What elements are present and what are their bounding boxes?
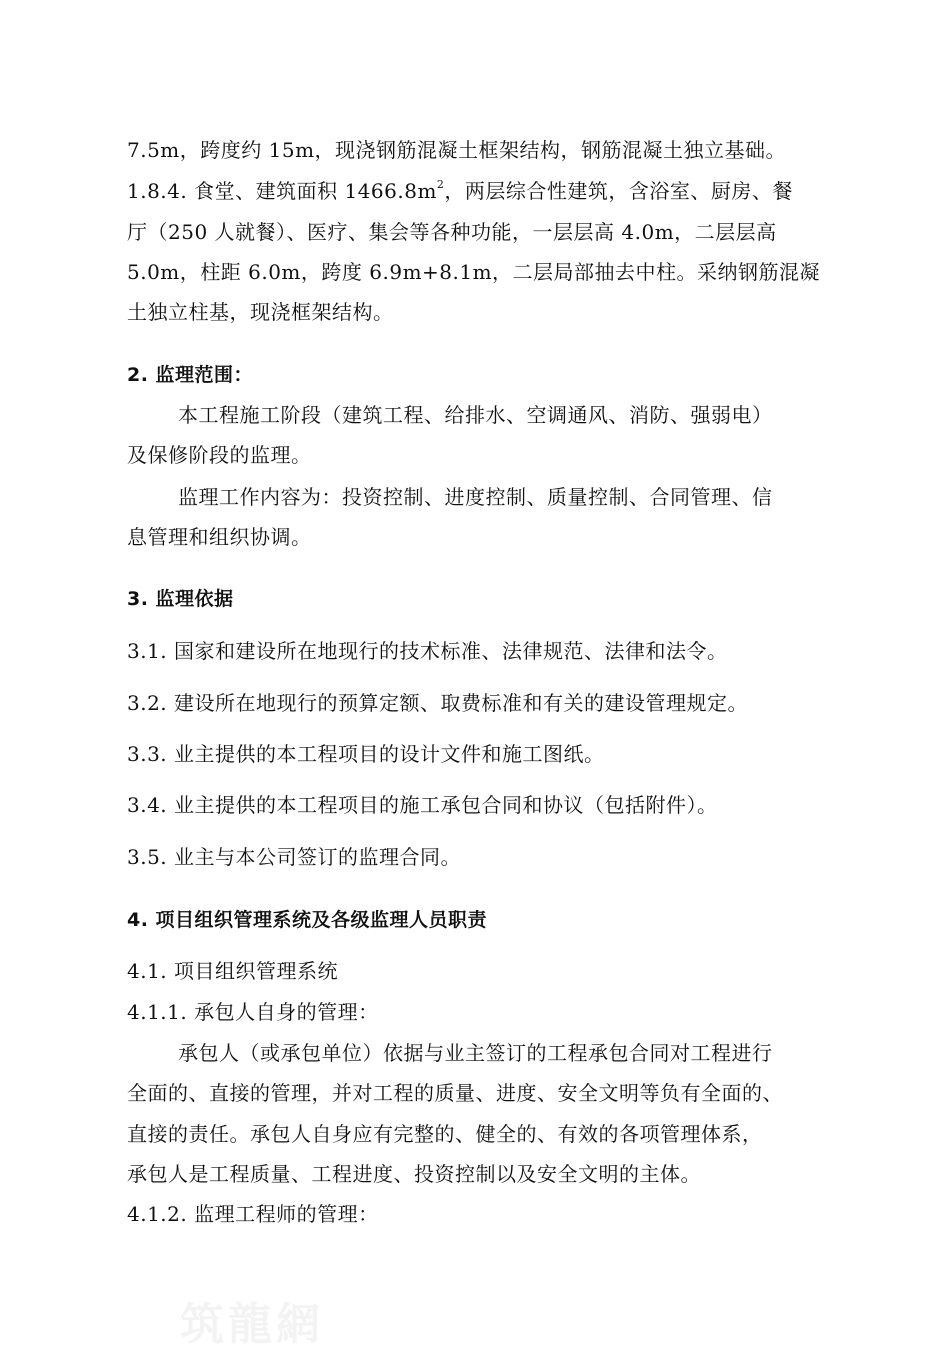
text-line: 息管理和组织协调。	[127, 525, 312, 549]
text-line: 承包人是工程质量、工程进度、投资控制以及安全文明的主体。	[127, 1162, 701, 1186]
section-heading: 4. 项目组织管理系统及各级监理人员职责	[127, 909, 488, 931]
text-segment: ，两层综合性建筑，含浴室、厨房、餐	[444, 179, 793, 203]
text-line: 5.0m，柱距 6.0m，跨度 6.9m+8.1m，二层局部抽去中柱。采纳钢筋混凝	[127, 260, 821, 284]
watermark-logo: 筑龍網	[180, 1299, 324, 1350]
section-heading: 2. 监理范围：	[127, 364, 254, 386]
text-line: 全面的、直接的管理，并对工程的质量、进度、安全文明等负有全面的、	[127, 1081, 783, 1105]
list-item: 3.4. 业主提供的本工程项目的施工承包合同和协议（包括附件）。	[127, 793, 718, 817]
text-line: 7.5m，跨度约 15m，现浇钢筋混凝土框架结构，钢筋混凝土独立基础。	[127, 138, 787, 162]
subsection-heading: 4.1.1. 承包人自身的管理：	[127, 1000, 379, 1024]
subsection-heading: 4.1.2. 监理工程师的管理：	[127, 1202, 379, 1226]
text-line	[127, 177, 793, 205]
text-line: 本工程施工阶段（建筑工程、给排水、空调通风、消防、强弱电）	[178, 403, 773, 427]
superscript: 2	[436, 178, 445, 192]
list-item: 3.2. 建设所在地现行的预算定额、取费标准和有关的建设管理规定。	[127, 691, 749, 715]
text-line: 直接的责任。承包人自身应有完整的、健全的、有效的各项管理体系，	[127, 1122, 763, 1146]
text-line: 及保修阶段的监理。	[127, 443, 312, 467]
list-item: 3.3. 业主提供的本工程项目的设计文件和施工图纸。	[127, 742, 605, 766]
subsection-heading: 4.1. 项目组织管理系统	[127, 959, 339, 983]
text-line: 承包人（或承包单位）依据与业主签订的工程承包合同对工程进行	[178, 1041, 773, 1065]
text-line: 土独立柱基，现浇框架结构。	[127, 300, 394, 324]
text-line: 厅（250 人就餐）、医疗、集会等各种功能，一层层高 4.0m，二层层高	[127, 220, 777, 244]
section-heading: 3. 监理依据	[127, 588, 234, 610]
list-item: 3.1. 国家和建设所在地现行的技术标准、法律规范、法律和法令。	[127, 639, 728, 663]
text-segment: 1.8.4. 食堂、建筑面积 1466.8m	[127, 179, 437, 203]
text-line: 监理工作内容为：投资控制、进度控制、质量控制、合同管理、信	[178, 485, 773, 509]
list-item: 3.5. 业主与本公司签订的监理合同。	[127, 845, 462, 869]
